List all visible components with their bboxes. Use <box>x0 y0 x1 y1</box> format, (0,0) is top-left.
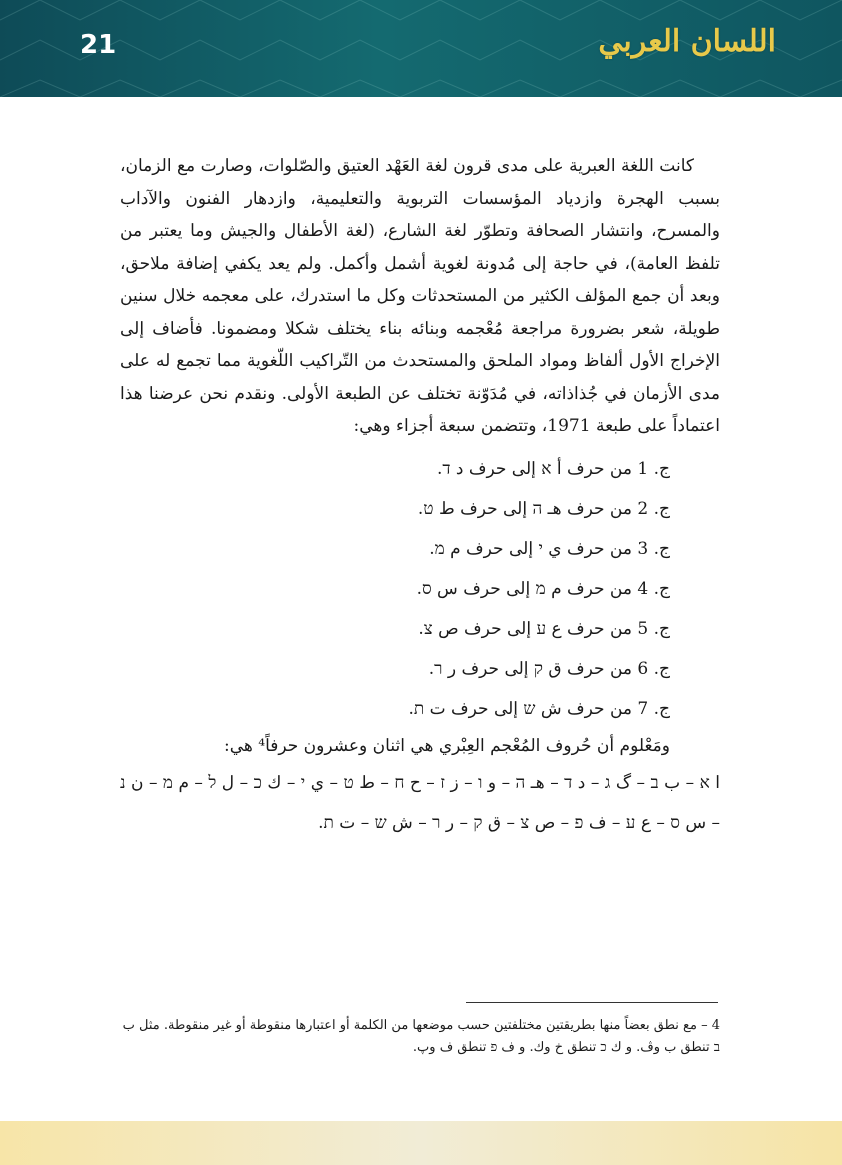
hebrew-letters-list: ا א – ب ב – گ ג – د ד – هـ ה – و ו – ز ז – ح ח – ط ט – ي י – ك כ – ل ל – م מ – ن נ – س ס – ع ע – ف פ – ص צ – ق ק – ر ר – ش ש – ت ת. <box>120 772 720 833</box>
volume-item: ج. 6 من حرف ق ק إلى حرف ر ר. <box>428 658 670 679</box>
volume-item: ج. 1 من حرف أ א إلى حرف د ד. <box>436 458 670 479</box>
main-content <box>120 150 720 843</box>
volumes-list <box>120 449 720 729</box>
page-header <box>0 0 842 97</box>
volume-item: ج. 2 من حرف هـ ה إلى حرف ط ט. <box>417 498 670 519</box>
volume-item: ج. 3 من حرف ي י إلى حرف م מ. <box>429 538 670 559</box>
volume-item: ج. 5 من حرف ع ע إلى حرف ص צ. <box>418 618 670 639</box>
volume-item: ج. 7 من حرف ش ש إلى حرف ت ת. <box>408 698 670 719</box>
journal-logo: اللسان العربي <box>598 24 776 59</box>
page-number: 21 <box>80 30 117 60</box>
footnote-divider <box>466 1002 718 1003</box>
page-footer <box>0 1121 842 1165</box>
body-paragraph: كانت اللغة العبرية على مدى قرون لغة العَهْد العتيق والصّلوات، وصارت مع الزمان، بسبب الهجرة وازدياد المؤسسات التربوية والتعليمية، وازدهار الفنون والآداب والمسرح، وانتشار الصحافة وتطوّر لغة الشارع، (لغة الأطفال والجيش وما يعتبر من تلفظ العامة)، في حاجة إلى مُدونة لغوية أشمل وأكمل. ولم يعد يكفي إضافة ملاحق، وبعد أن جمع المؤلف الكثير من المستحدثات وكل ما استدرك، على معجمه خلال سنين طويلة، شعر بضرورة مراجعة مُعْجمه وبنائه بناء يختلف شكلا ومضمونا. فأضاف إلى الإخراج الأول ألفاظ ومواد الملحق والمستحدث من التّراكيب اللّغوية مما تجمع له على مدى الأزمان في جُذاذاته، في مُدَوّنة تختلف عن الطبعة الأولى. ونقدم نحن عرضنا هذا اعتماداً على طبعة 1971، وتتضمن سبعة أجزاء وهي: <box>120 156 720 436</box>
footnote: 4 – مع نطق بعضاً منها بطريقتين مختلفتين حسب موضعها من الكلمة أو اعتبارها منقوطة أو غير منقوطة. مثل ب ב تنطق ب وڤ. و ك כ تنطق خ وك. و ف פ تنطق ف وپ. <box>122 1018 720 1055</box>
volume-item: ج. 4 من حرف م מ إلى حرف س ס. <box>416 578 670 599</box>
letters-intro: ومَعْلوم أن حُروف المُعْجم العِبْري هي اثنان وعشرون حرفاً⁴ هي: <box>223 735 670 756</box>
